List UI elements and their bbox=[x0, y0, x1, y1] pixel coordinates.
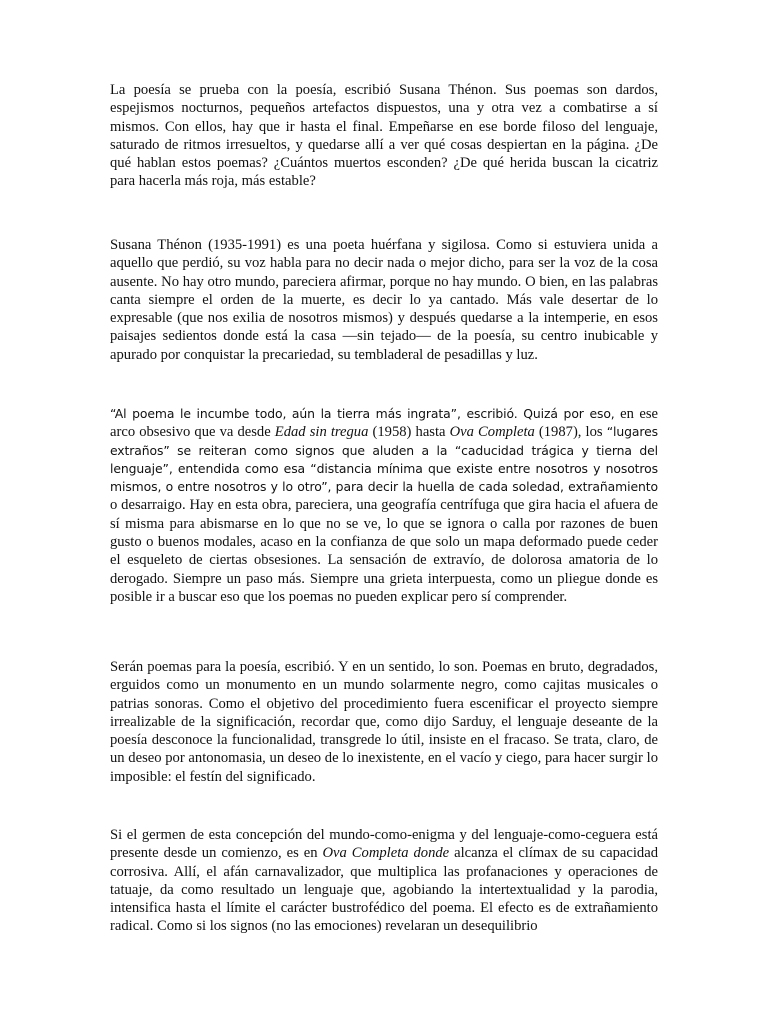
text-segment: alcanza el clímax de su capacidad corrosiva. Allí, el afán carnavalizador, que multiplica las profanaciones y operaciones de tatuaje, da como resultado un lenguaje que, agobiando la intertextualidad y la parodia, intensifica hasta el límite el carácter bustrofédico del poema. El efecto es de extrañamiento radical. Como si los signos (no las emociones) revelaran un desequilibrio bbox=[110, 845, 658, 935]
text-segment: (1958) hasta bbox=[368, 424, 450, 441]
paragraph-4: Serán poemas para la poesía, escribió. Y en un sentido, lo son. Poemas en bruto, degradados, erguidos como un monumento en un mundo solarmente negro, como cajitas musicales o patrias sonoras. Como el objetivo del procedimiento fuera escenificar el proyecto siempre irrealizable de la significación, recordar que, como dijo Sarduy, el lenguaje deseante de la poesía desconoce la funcionalidad, transgrede lo útil, insiste en el fracaso. Se trata, claro, de un deseo por antonomasia, un deseo de lo inexistente, en el vacío y ciego, para hacer surgir lo imposible: el festín del significado. bbox=[110, 659, 658, 785]
paragraph-5 bbox=[110, 826, 658, 936]
text-segment: o desarraigo. Hay en esta obra, pareciera, una geografía centrífuga que gira hacia el afuera de sí misma para abismarse en lo que no se ve, lo que se ignora o calla por razones de buen gusto o buenos modales, acaso en la confianza de que solo un mapa deformado puede ceder el esqueleto de ciertas obsesiones. La sensación de extravío, de dolorosa amatoria de lo derogado. Siempre un paso más. Siempre una grieta interpuesta, como un pliegue donde es posible ir a buscar eso que los poemas no pueden explicar pero sí comprender. bbox=[110, 497, 658, 605]
text-segment: (1987), los bbox=[534, 424, 607, 441]
text-segment: en ese arco obsesivo que va desde bbox=[110, 406, 658, 441]
paragraph-2: Susana Thénon (1935-1991) es una poeta huérfana y sigilosa. Como si estuviera unida a aquello que perdió, su voz habla para no decir nada o mejor dicho, para ser la voz de la cosa ausente. No hay otro mundo, pareciera afirmar, porque no hay mundo. O bien, en las palabras canta siempre el orden de la muerte, es decir lo ya cantado. Más vale desertar de lo expresable (que nos exilia de nosotros mismos) y después quedarse a la intemperie, en esos paisajes sedientos donde está la casa —sin tejado— de la poesía, su centro inubicable y apurado por conquistar la precariedad, su tembladeral de pesadillas y luz. bbox=[110, 237, 658, 363]
paragraph-1: La poesía se prueba con la poesía, escribió Susana Thénon. Sus poemas son dardos, espejismos nocturnos, pequeños artefactos dispuestos, una y otra vez a combatirse a sí mismos. Con ellos, hay que ir hasta el final. Empeñarse en ese borde filoso del lenguaje, saturado de ritmos irresueltos, y quedarse allí a ver qué cosas despiertan en la página. ¿De qué hablan estos poemas? ¿Cuántos muertos esconden? ¿De qué herida buscan la cicatriz para hacerla más roja, más estable? bbox=[110, 82, 658, 190]
book-title-ova-completa: Ova Completa bbox=[449, 424, 535, 441]
book-title-edad-sin-tregua: Edad sin tregua bbox=[274, 424, 369, 441]
text-segment: Si el germen de esta concepción del mundo-como-enigma y del lenguaje-como-ceguera está presente desde un comienzo, es en bbox=[110, 827, 658, 862]
quote-segment-2: “lugares extraños” se reiteran como signos que aluden a la “caducidad trágica y tierna del lenguaje”, entendida como esa “distancia mínima que existe entre nosotros y nosotros mismos, o entre nosotros y lo otro”, para decir la huella de cada soledad, extrañamiento bbox=[110, 424, 658, 495]
book-title-ova-completa: Ova Completa donde bbox=[322, 845, 450, 862]
paragraph-3 bbox=[110, 405, 658, 606]
quote-segment-1: “Al poema le incumbe todo, aún la tierra más ingrata”, escribió. Quizá por eso, bbox=[110, 406, 615, 421]
